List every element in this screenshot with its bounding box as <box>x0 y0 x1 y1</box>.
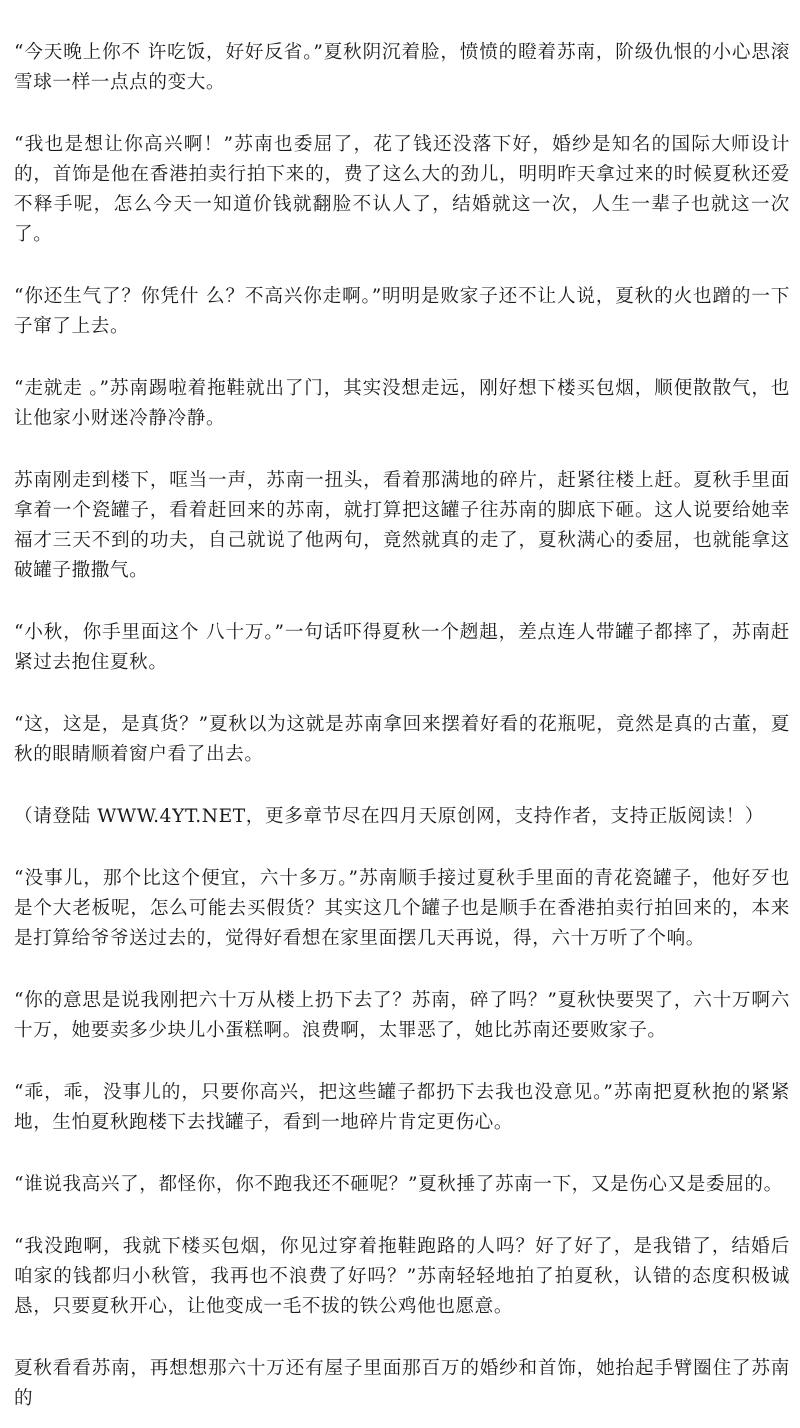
paragraph-13: “我没跑啊，我就下楼买包烟，你见过穿着拖鞋跑路的人吗？好了好了，是我错了，结婚后咱家的钱都归小秋管，我再也不浪费了好吗？”苏南轻轻地拍了拍夏秋，认错的态度积极诚恳，只要夏秋开心，让他变成一毛不拔的铁公鸡他也愿意。 <box>14 1236 790 1317</box>
paragraph-10: “你的意思是说我刚把六十万从楼上扔下去了？苏南，碎了吗？”夏秋快要哭了，六十万啊六十万，她要卖多少块儿小蛋糕啊。浪费啊，太罪恶了，她比苏南还要败家子。 <box>14 990 790 1041</box>
paragraph-3: “你还生气了？你凭什 么？不高兴你走啊。”明明是败家子还不让人说，夏秋的火也蹭的一下子窜了上去。 <box>14 286 790 337</box>
paragraph-7: “这，这是，是真货？”夏秋以为这就是苏南拿回来摆着好看的花瓶呢，竟然是真的古董，夏秋的眼睛顺着窗户看了出去。 <box>14 714 790 765</box>
paragraph-12: “谁说我高兴了，都怪你，你不跑我还不砸呢？”夏秋捶了苏南一下，又是伤心又是委屈的。 <box>14 1174 783 1195</box>
paragraph-14: 夏秋看看苏南，再想想那六十万还有屋子里面那百万的婚纱和首饰，她抬起手臂圈住了苏南的 <box>14 1358 790 1409</box>
paragraph-1: “今天晚上你不 许吃饭，好好反省。”夏秋阴沉着脸，愤愤的瞪着苏南，阶级仇恨的小心思滚雪球一样一点点的变大。 <box>14 42 790 93</box>
paragraph-2: “我也是想让你高兴啊！”苏南也委屈了，花了钱还没落下好，婚纱是知名的国际大师设计的，首饰是他在香港拍卖行拍下来的，费了这么大的劲儿，明明昨天拿过来的时候夏秋还爱不释手呢，怎么今天一知道价钱就翻脸不认人了，结婚就这一次，人生一辈子也就这一次了。 <box>14 134 790 245</box>
paragraph-4: “走就走 。”苏南踢啦着拖鞋就出了门，其实没想走远，刚好想下楼买包烟，顺便散散气，也让他家小财迷冷静冷静。 <box>14 378 790 429</box>
site-notice: （请登陆 WWW.4YT.NET，更多章节尽在四月天原创网，支持作者，支持正版阅读！） <box>14 806 765 827</box>
paragraph-11: “乖，乖，没事儿的，只要你高兴，把这些罐子都扔下去我也没意见。”苏南把夏秋抱的紧紧地，生怕夏秋跑楼下去找罐子，看到一地碎片肯定更伤心。 <box>14 1082 790 1133</box>
paragraph-5: 苏南刚走到楼下，哐当一声，苏南一扭头，看着那满地的碎片，赶紧往楼上赶。夏秋手里面拿着一个瓷罐子，看着赶回来的苏南，就打算把这罐子往苏南的脚底下砸。这人说要给她幸福才三天不到的功夫，自己就说了他两句，竟然就真的走了，夏秋满心的委屈，也就能拿这破罐子撒撒气。 <box>14 470 790 581</box>
paragraph-6: “小秋，你手里面这个 八十万。”一句话吓得夏秋一个趔趄，差点连人带罐子都摔了，苏南赶紧过去抱住夏秋。 <box>14 622 790 673</box>
paragraph-9: “没事儿，那个比这个便宜，六十多万。”苏南顺手接过夏秋手里面的青花瓷罐子，他好歹也是个大老板呢，怎么可能去买假货？其实这几个罐子也是顺手在香港拍卖行拍回来的，本来是打算给爷爷送过去的，觉得好看想在家里面摆几天再说，得，六十万听了个响。 <box>14 868 790 949</box>
